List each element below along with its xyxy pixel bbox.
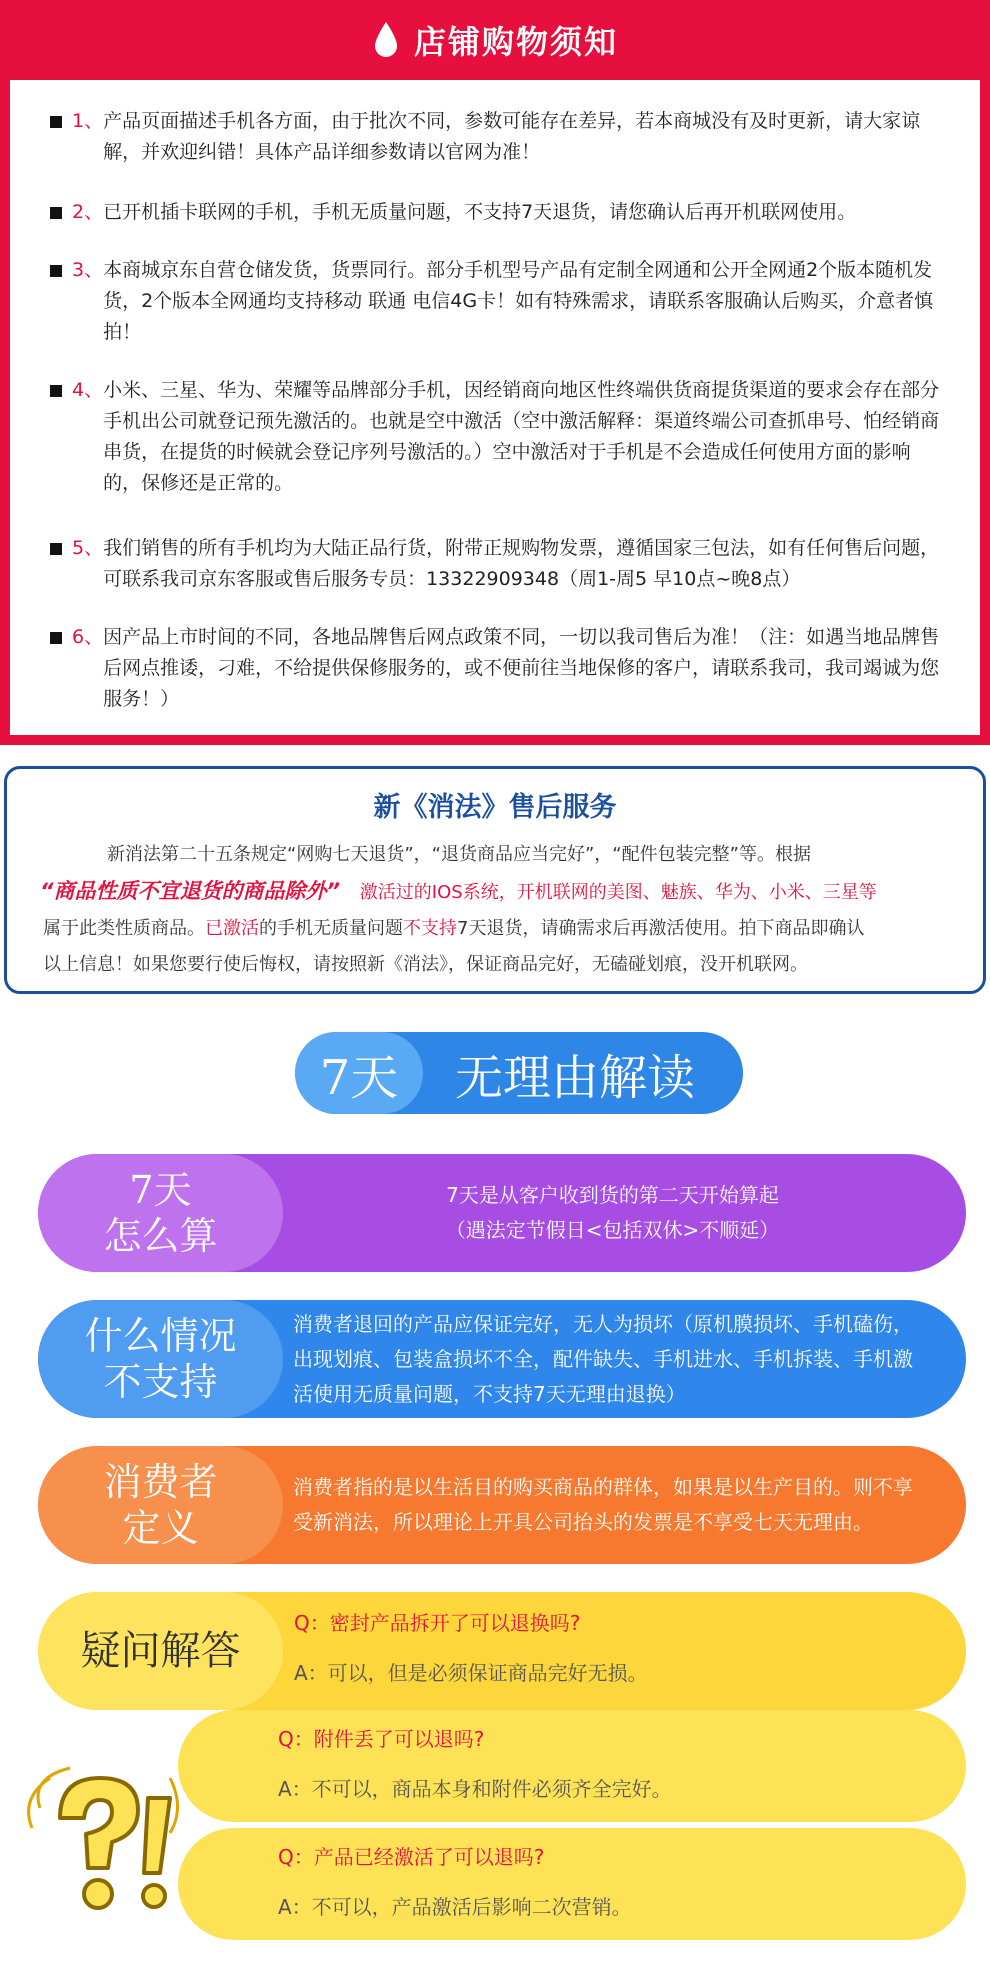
bullet-icon [50, 543, 62, 555]
faq-item [278, 1724, 672, 1804]
faq-question: Q：产品已经激活了可以退吗? [278, 1845, 545, 1869]
row-description: 消费者指的是以生活目的购买商品的群体，如果是以生产目的。则不享受新消法，所以理论上开具公司抬头的发票是不享受七天无理由。 [293, 1475, 913, 1534]
row-description: 消费者退回的产品应保证完好，无人为损坏（原机膜损坏、手机磕伤，出现划痕、包装盒损坏不全，配件缺失、手机进水、手机拆装、手机激活使用无质量问题，不支持7天无理由退换） [293, 1311, 913, 1406]
question-exclamation-icon [20, 1738, 190, 1938]
seven-day-title-badge [295, 1032, 743, 1114]
notice-item: 2、 已开机插卡联网的手机，手机无质量问题，不支持7天退货，请您确认后再开机联网使用。 [50, 197, 940, 228]
notice-item: 1、 产品页面描述手机各方面，由于批次不同，参数可能存在差异，若本商城没有及时更新，请大家谅解，并欢迎纠错！具体产品详细参数请以官网为准！ [50, 106, 940, 168]
faq-answer: A：可以，但是必须保证商品完好无损。 [294, 1661, 648, 1685]
notice-item: 5、 我们销售的所有手机均为大陆正品行货，附带正规购物发票，遵循国家三包法，如有任何售后问题，可联系我司京东客服或售后服务专员：13322909348（周1-周5 早10点~晚8点） [50, 533, 940, 595]
row-description: 7天是从客户收到货的第二天开始算起 （遇法定节假日<包括双休>不顺延） [445, 1183, 780, 1242]
consumer-definition-row [38, 1446, 966, 1564]
bullet-icon [50, 265, 62, 277]
row-label: 消费者 定义 [38, 1446, 283, 1564]
badge-days: 7天 [295, 1032, 423, 1114]
bullet-icon [50, 385, 62, 397]
notice-list [10, 80, 980, 735]
bullet-icon [50, 207, 62, 219]
law-title: 新《消法》售后服务 [373, 792, 617, 823]
consumer-law-section [4, 766, 986, 994]
bullet-icon [50, 632, 62, 644]
faq-item-pill [178, 1828, 966, 1940]
faq-question: Q：密封产品拆开了可以退换吗? [294, 1611, 581, 1635]
faq-label: 疑问解答 [38, 1592, 283, 1710]
faq-row [38, 1592, 966, 1710]
faq-item [294, 1608, 648, 1688]
faq-item-pill [178, 1710, 966, 1822]
store-notice-section [0, 0, 990, 745]
notice-item: 6、 因产品上市时间的不同，各地品牌售后网点政策不同，一切以我司售后为准！（注：如遇当地品牌售后网点推诿，刁难，不给提供保修服务的，或不便前往当地保修的客户，请联系我司，我司竭诚为您服务！） [50, 622, 940, 715]
notice-title: 店铺购物须知 [413, 23, 618, 61]
notice-item: 4、 小米、三星、华为、荣耀等品牌部分手机，因经销商向地区性终端供货商提货渠道的要求会存在部分手机出公司就登记预先激活的。也就是空中激活（空中激活解释：渠道终端公司查抓串号、怕经销商串货，在提货的时候就会登记序列号激活的。）空中激活对于手机是不会造成任何使用方面的影响的，保修还是正常的。 [50, 375, 940, 499]
row-label: 7天 怎么算 [38, 1154, 283, 1272]
how-to-count-row [38, 1154, 966, 1272]
row-label: 什么情况 不支持 [38, 1300, 283, 1418]
water-drop-icon [372, 20, 400, 60]
notice-item: 3、 本商城京东自营仓储发货，货票同行。部分手机型号产品有定制全网通和公开全网通2个版本随机发货，2个版本全网通均支持移动 联通 电信4G卡！如有特殊需求，请联系客服确认后购买，介意者慎拍！ [50, 255, 940, 348]
notice-header [0, 0, 990, 80]
faq-item [278, 1842, 632, 1922]
law-body: 新消法第二十五条规定“网购七天退货”，“退货商品应当完好”，“配件包装完整”等。根据 “商品性质不宜退货的商品除外” 激活过的IOS系统，开机联网的美图、魅族、华为、小米、三星等 属于此类性质商品。已激活的手机无质量问题不支持7天退货，请确需求后再激活使用。拍下商品即确认 以上信息！如果您要行使后悔权，请按照新《消法》，保证商品完好，无磕碰划痕，没开机联网。 [40, 844, 877, 975]
faq-answer: A：不可以，商品本身和附件必须齐全完好。 [278, 1777, 672, 1801]
badge-caption: 无理由解读 [454, 1049, 695, 1106]
faq-answer: A：不可以，产品激活后影响二次营销。 [278, 1895, 632, 1919]
bullet-icon [50, 116, 62, 128]
not-supported-row [38, 1300, 966, 1418]
faq-question: Q：附件丢了可以退吗? [278, 1727, 485, 1751]
